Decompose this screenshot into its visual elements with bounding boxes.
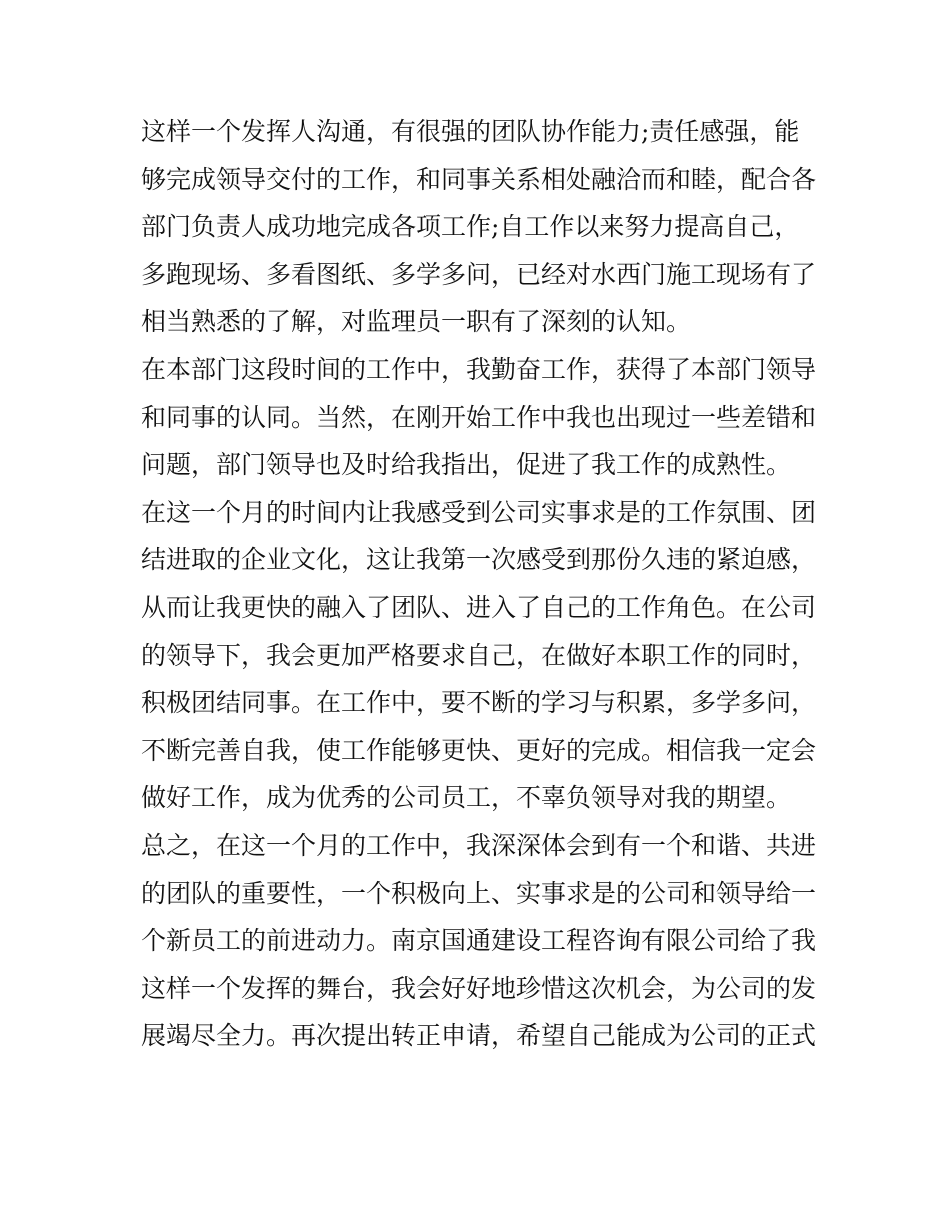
text-line: 和同事的认同。当然，在刚开始工作中我也出现过一些差错和 xyxy=(141,402,817,432)
text-line: 部门负责人成功地完成各项工作;自工作以来努力提高自己， xyxy=(141,212,800,242)
text-line: 这样一个发挥的舞台，我会好好地珍惜这次机会，为公司的发 xyxy=(141,973,817,1003)
text-line: 积极团结同事。在工作中，要不断的学习与积累，多学多问， xyxy=(141,688,817,718)
text-line: 从而让我更快的融入了团队、进入了自己的工作角色。在公司 xyxy=(141,592,817,622)
text-line: 相当熟悉的了解，对监理员一职有了深刻的认知。 xyxy=(141,307,692,337)
text-line: 在这一个月的时间内让我感受到公司实事求是的工作氛围、团 xyxy=(141,497,817,527)
body-text xyxy=(141,108,821,1060)
text-line: 问题，部门领导也及时给我指出，促进了我工作的成熟性。 xyxy=(141,450,792,480)
text-line: 的团队的重要性，一个积极向上、实事求是的公司和领导给一 xyxy=(141,878,817,908)
text-line: 够完成领导交付的工作，和同事关系相处融洽而和睦，配合各 xyxy=(141,164,817,194)
text-line: 总之，在这一个月的工作中，我深深体会到有一个和谐、共进 xyxy=(141,830,817,860)
text-line: 多跑现场、多看图纸、多学多问，已经对水西门施工现场有了 xyxy=(141,259,817,289)
text-line: 个新员工的前进动力。南京国通建设工程咨询有限公司给了我 xyxy=(141,926,817,956)
text-line: 在本部门这段时间的工作中，我勤奋工作，获得了本部门领导 xyxy=(141,354,817,384)
text-line: 不断完善自我，使工作能够更快、更好的完成。相信我一定会 xyxy=(141,735,817,765)
text-line: 做好工作，成为优秀的公司员工，不辜负领导对我的期望。 xyxy=(141,783,792,813)
text-line: 结进取的企业文化，这让我第一次感受到那份久违的紧迫感， xyxy=(141,545,817,575)
text-line: 展竭尽全力。再次提出转正申请，希望自己能成为公司的正式 xyxy=(141,1021,817,1051)
text-line: 这样一个发挥人沟通，有很强的团队协作能力;责任感强，能 xyxy=(141,117,800,146)
text-line: 的领导下，我会更加严格要求自己，在做好本职工作的同时， xyxy=(141,640,817,670)
